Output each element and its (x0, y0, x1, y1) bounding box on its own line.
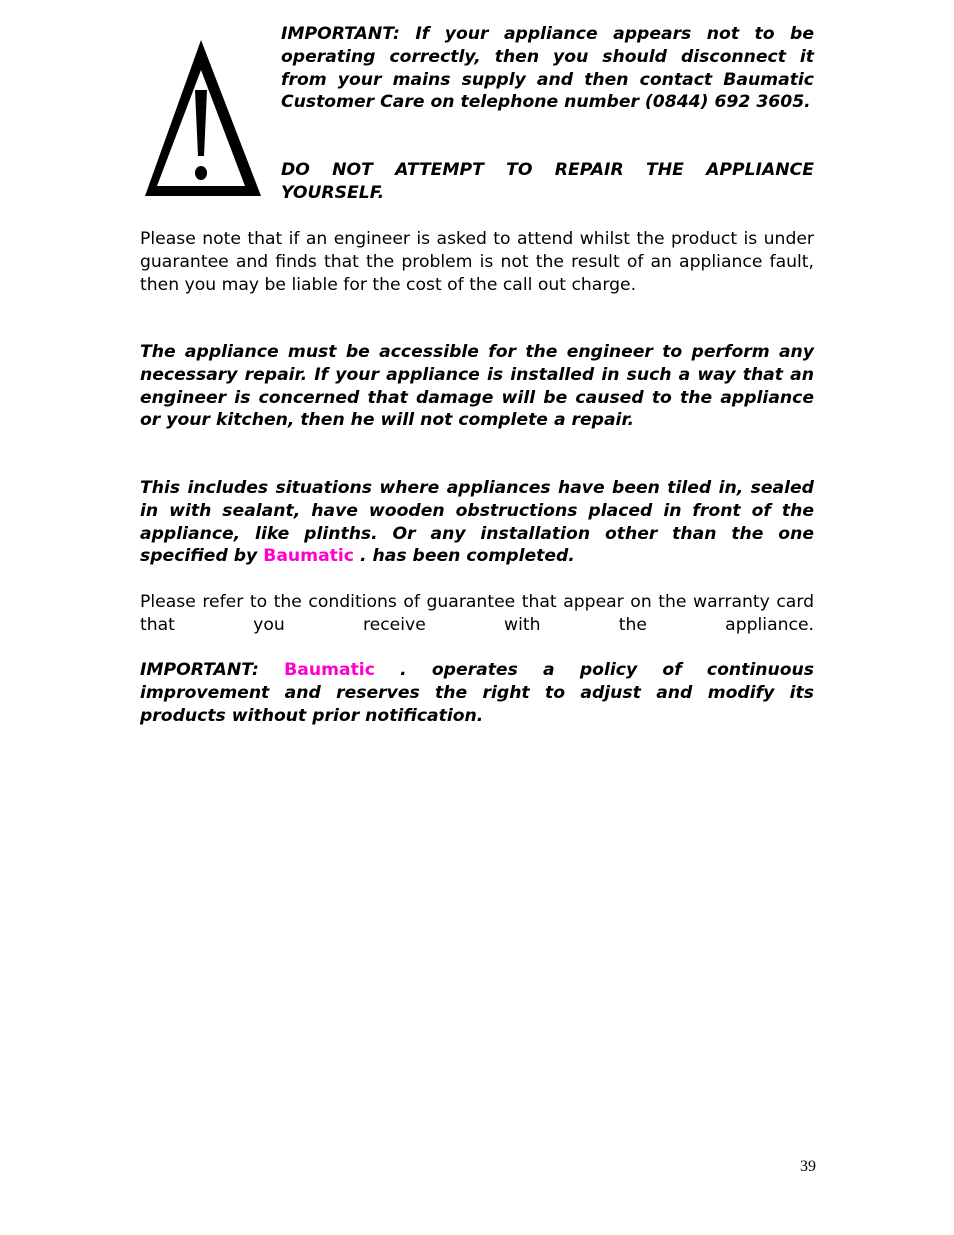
policy-text: . operates a policy of continuous improvement and reserves the right to adjust and modify its products without prior notification. (140, 660, 814, 726)
do-not-repair-warning: DO NOT ATTEMPT TO REPAIR THE APPLIANCE YOURSELF. (281, 160, 814, 203)
policy-paragraph (140, 659, 814, 727)
refer-paragraph: Please refer to the conditions of guarantee that appear on the warranty card that you receive with the appliance. (140, 592, 814, 635)
exclamation-triangle-icon (143, 38, 263, 200)
engineer-note-paragraph: Please note that if an engineer is asked to attend whilst the product is under guarantee and finds that the problem is not the result of an appliance fault, then you may be liable for the cost of the call out charge. (140, 229, 814, 295)
page-number: 39 (800, 1158, 816, 1175)
important-warning: IMPORTANT: If your appliance appears not to be operating correctly, then you should disconnect it from your mains supply and then contact Baumatic Customer Care on telephone number (0844) 692 3605. (281, 24, 814, 113)
policy-label: IMPORTANT: (140, 660, 259, 680)
brand-name: Baumatic (263, 546, 354, 567)
accessibility-paragraph: The appliance must be accessible for the engineer to perform any necessary repair. If your appliance is installed in such a way that an engineer is concerned that damage will be caused to the appliance or your kitchen, then he will not complete a repair. (140, 342, 814, 431)
situations-tail: . has been completed. (353, 546, 575, 567)
brand-name: Baumatic (284, 660, 375, 680)
situations-paragraph (140, 477, 814, 568)
situations-text: This includes situations where appliances have been tiled in, sealed in with sealant, have wooden obstructions placed in front of the appliance, like plinths. Or any installation other than the one specified by (140, 478, 814, 567)
